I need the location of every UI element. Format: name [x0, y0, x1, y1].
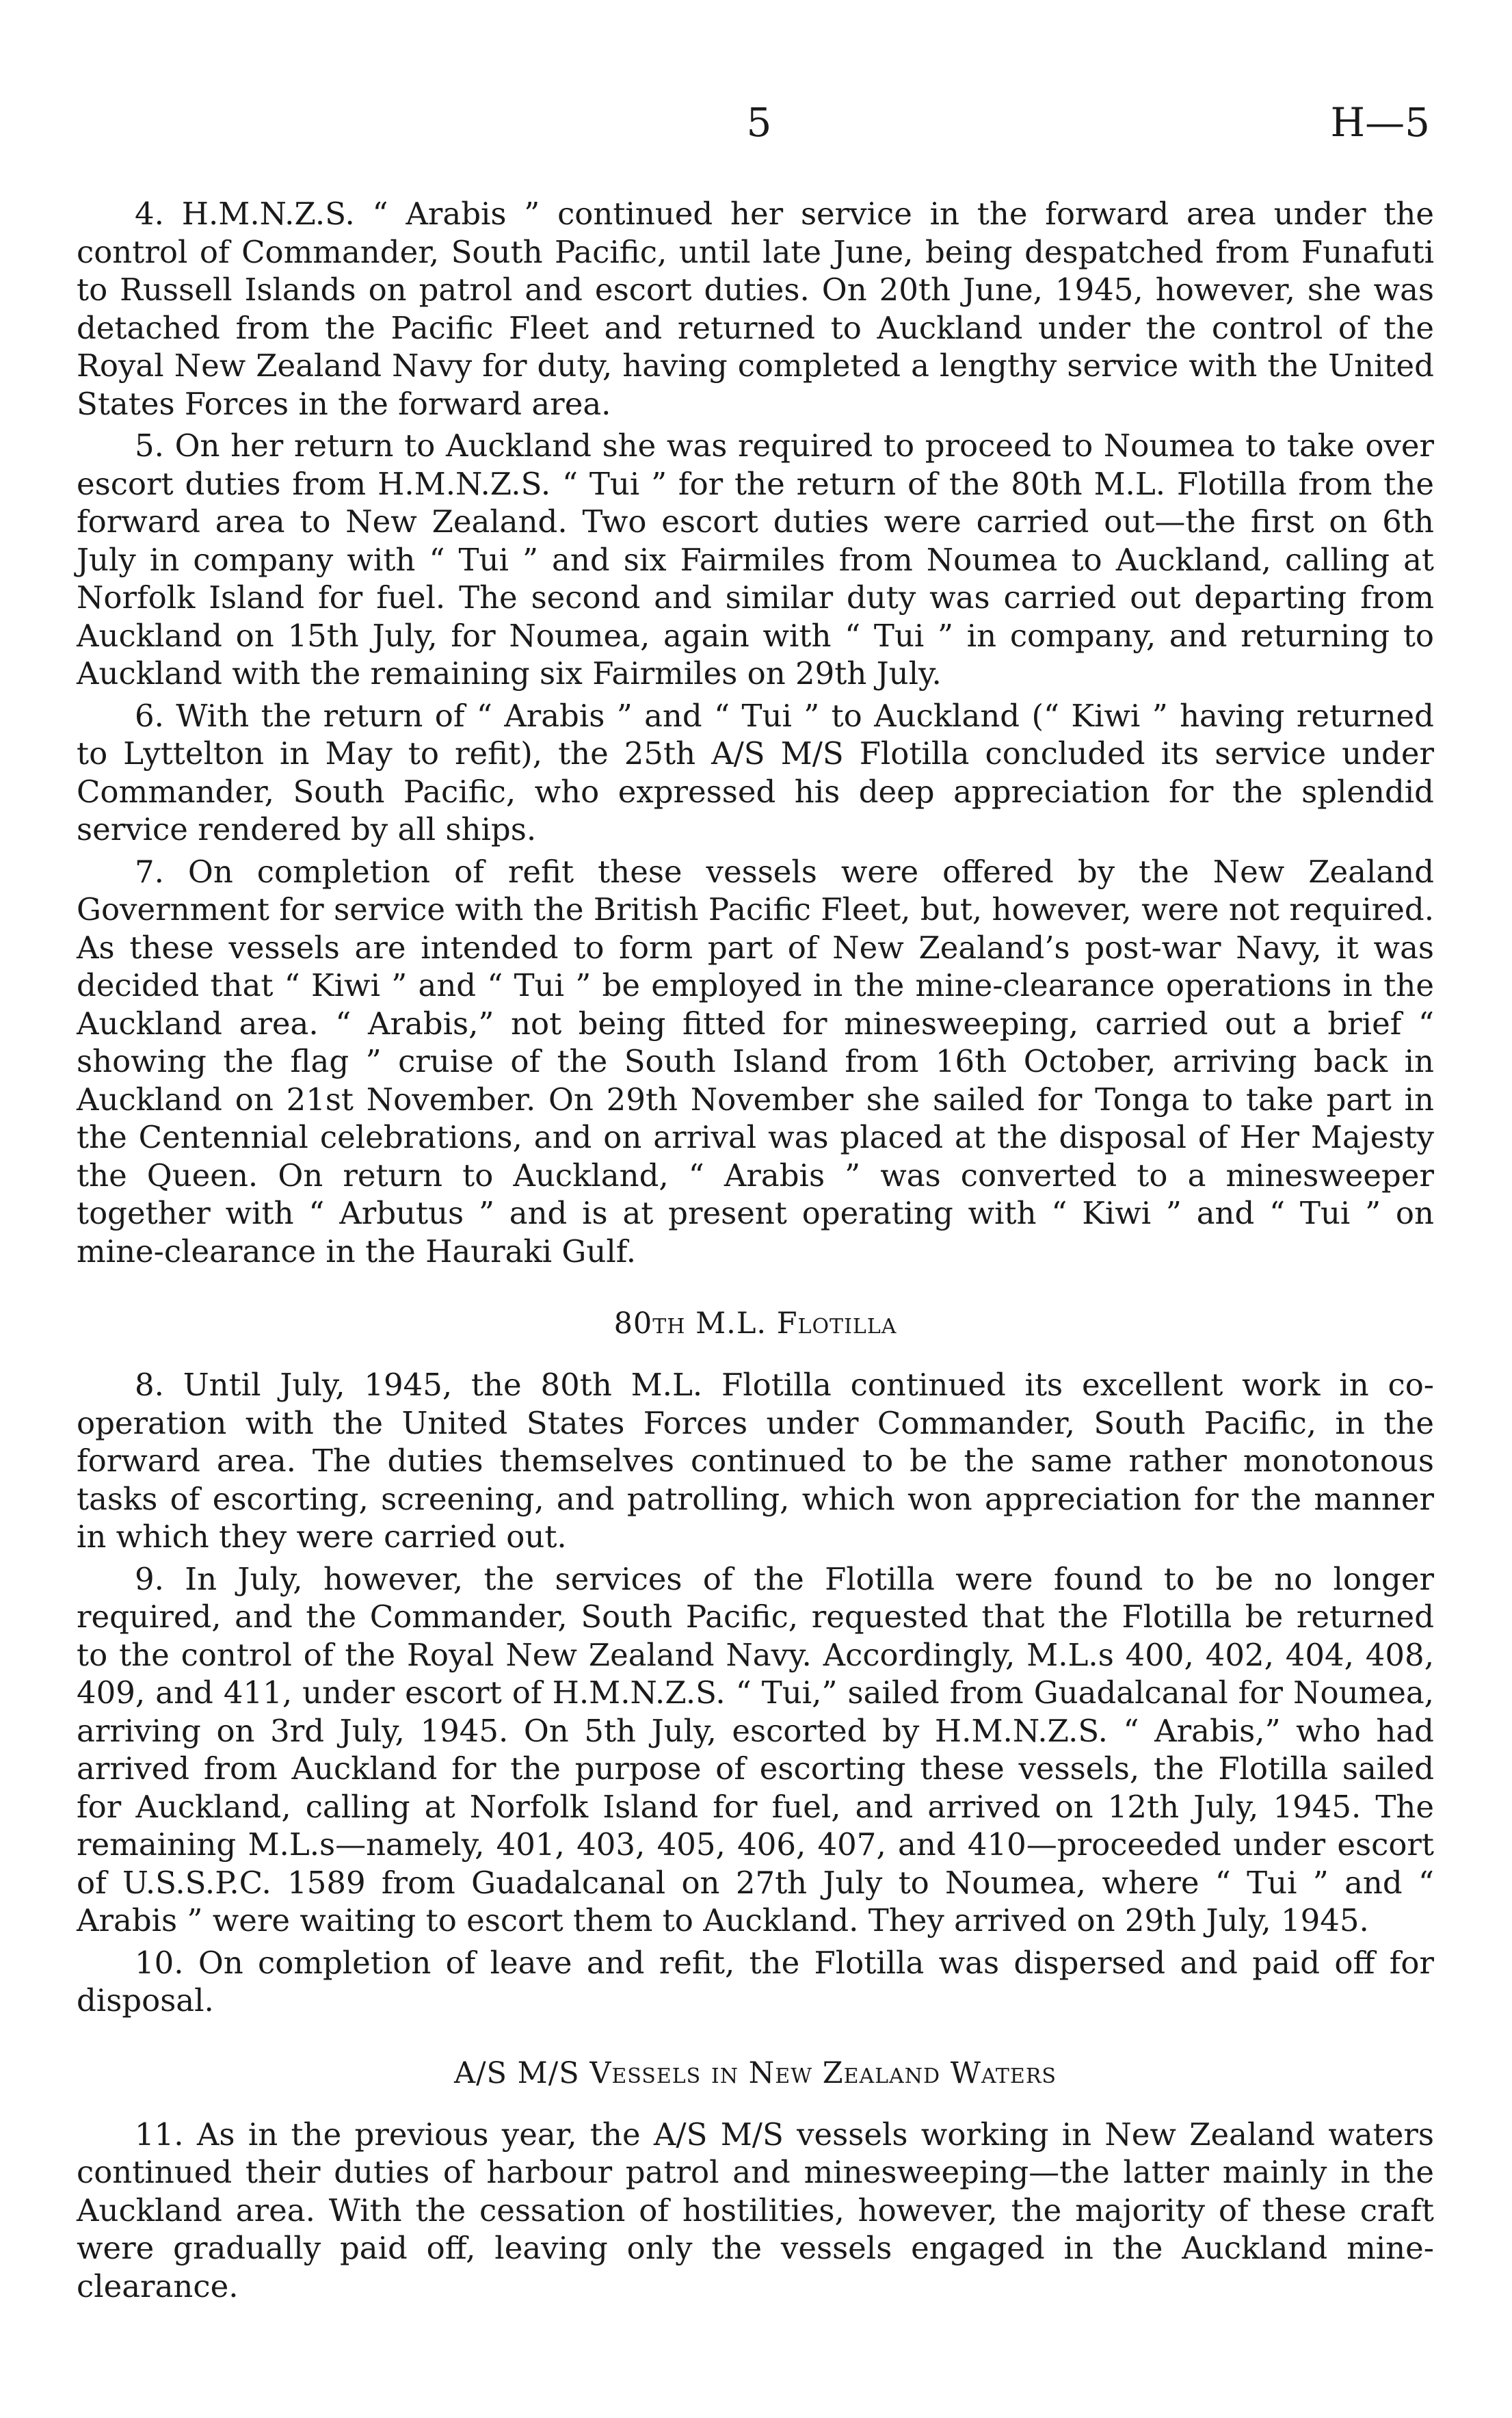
paragraph-10: 10. On completion of leave and refit, the Flotilla was dispersed and paid off for disposal. [77, 1944, 1434, 2019]
section-heading-nz-waters: A/S M/S Vessels in New Zealand Waters [454, 2055, 1057, 2090]
document-code: H—5 [1330, 99, 1430, 146]
page-number: 5 [746, 99, 772, 146]
paragraph-7: 7. On completion of refit these vessels were offered by the New Zealand Government for service with the British Pacific Fleet, but, however, were not required. As these vessels are intended to form part of New Zealand’s post-war Navy, it was decided that “ Kiwi ” and “ Tui ” be employed in the mine-clearance operations in the Auckland area. “ Arabis,” not being fitted for minesweeping, carried out a brief “ showing the flag ” cruise of the South Island from 16th October, arriving back in Auckland on 21st November. On 29th November she sailed for Tonga to take part in the Centennial celebrations, and on arrival was placed at the disposal of Her Majesty the Queen. On return to Auckland, “ Arabis ” was converted to a minesweeper together with “ Arbutus ” and is at present operating with “ Kiwi ” and “ Tui ” on mine-clearance in the Hauraki Gulf. [77, 853, 1434, 1270]
paragraph-11: 11. As in the previous year, the A/S M/S vessels working in New Zealand waters continued their duties of harbour patrol and minesweeping—the latter mainly in the Auckland area. With the cessation of hostilities, however, the majority of these craft were gradually paid off, leaving only the vessels engaged in the Auckland mine-clearance. [77, 2116, 1434, 2304]
paragraph-9: 9. In July, however, the services of the Flotilla were found to be no longer required, and the Commander, South Pacific, requested that the Flotilla be returned to the control of the Royal New Zealand Navy. Accordingly, M.L.s 400, 402, 404, 408, 409, and 411, under escort of H.M.N.Z.S. “ Tui,” sailed from Guadalcanal for Noumea, arriving on 3rd July, 1945. On 5th July, escorted by H.M.N.Z.S. “ Arabis,” who had arrived from Auckland for the purpose of escorting these vessels, the Flotilla sailed for Auckland, calling at Norfolk Island for fuel, and arrived on 12th July, 1945. The remaining M.L.s—namely, 401, 403, 405, 406, 407, and 410—proceeded under escort of U.S.S.P.C. 1589 from Guadalcanal on 27th July to Noumea, where “ Tui ” and “ Arabis ” were waiting to escort them to Auckland. They arrived on 29th July, 1945. [77, 1560, 1434, 1939]
section-heading-ml-flotilla: 80th M.L. Flotilla [613, 1306, 897, 1341]
body-text [77, 195, 1434, 2309]
paragraph-6: 6. With the return of “ Arabis ” and “ Tui ” to Auckland (“ Kiwi ” having returned to Lyttelton in May to refit), the 25th A/S M/S Flotilla concluded its service under Commander, South Pacific, who expressed his deep appreciation for the splendid service rendered by all ships. [77, 697, 1434, 847]
paragraph-4: 4. H.M.N.Z.S. “ Arabis ” continued her service in the forward area under the control of Commander, South Pacific, until late June, being despatched from Funafuti to Russell Islands on patrol and escort duties. On 20th June, 1945, however, she was detached from the Pacific Fleet and returned to Auckland under the control of the Royal New Zealand Navy for duty, having completed a lengthy service with the United States Forces in the forward area. [77, 196, 1434, 422]
paragraph-8: 8. Until July, 1945, the 80th M.L. Flotilla continued its excellent work in co-operation with the United States Forces under Commander, South Pacific, in the forward area. The duties themselves continued to be the same rather monotonous tasks of escorting, screening, and patrolling, which won appreciation for the manner in which they were carried out. [77, 1367, 1434, 1555]
paragraph-5: 5. On her return to Auckland she was required to proceed to Noumea to take over escort duties from H.M.N.Z.S. “ Tui ” for the return of the 80th M.L. Flotilla from the forward area to New Zealand. Two escort duties were carried out—the first on 6th July in company with “ Tui ” and six Fairmiles from Noumea to Auckland, calling at Norfolk Island for fuel. The second and similar duty was carried out departing from Auckland on 15th July, for Noumea, again with “ Tui ” in company, and returning to Auckland with the remaining six Fairmiles on 29th July. [77, 428, 1434, 692]
